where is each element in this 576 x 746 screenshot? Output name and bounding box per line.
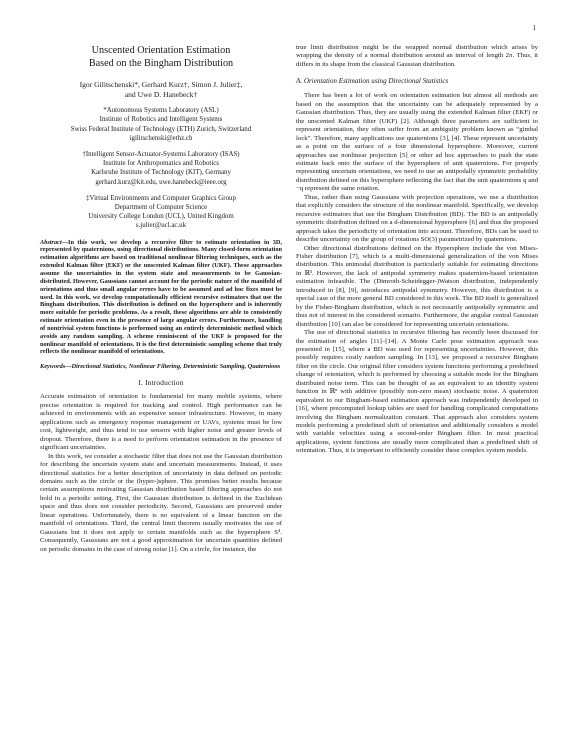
paper-title [40, 44, 282, 70]
affiliation-line: ‡Virtual Environments and Computer Graphics Group [86, 194, 236, 202]
affiliation-isas [40, 150, 282, 187]
affiliation-asl [40, 106, 282, 143]
author-list [40, 80, 282, 99]
title-line: Based on the Bingham Distribution [88, 58, 234, 69]
paragraph: Thus, rather than using Gaussians with projection operations, we use a distribution that explicitly considers the structure of the nonlinear manifold. Specifically, we develop recursive estimators that use the Bingham Distribution (BD). The BD is an antipodally symmetric distribution defined on a d-dimensional hypersphere [6] and thus the proposed approach takes the periodicity of orientation into account. Therefore, BDs can be used to describe uncertainty on the group of rotations SO(3) parametrized by quaternions. [296, 193, 538, 244]
keywords-text: —Directional Statistics, Nonlinear Filtering, Deterministic Sampling, Quaternions [65, 362, 281, 370]
affiliation-line: †Intelligent Sensor-Actuator-Systems Laboratory (ISAS) [82, 151, 240, 158]
title-line: Unscented Orientation Estimation [91, 45, 231, 56]
affiliation-line: *Autonomous Systems Laboratory (ASL) [103, 107, 219, 115]
affiliation-line: Department of Computer Science [114, 204, 208, 212]
abstract [40, 239, 282, 357]
abstract-label: Abstract [40, 238, 62, 246]
abstract-text: —In this work, we develop a recursive filter to estimate orientation in 3D, represented by quaternions, using directional distributions. Many closed-form orientation estimation algorithms are based on traditional nonlinear filtering techniques, such as the extended Kalman filter (EKF) or the unscented Kalman filter (UKF). These approaches assume the uncertainties in the system state and measurements to be Gaussian-distributed. However, Gaussians cannot account for the periodic nature of the manifold of orientations and thus small angular errors have to be assumed and ad hoc fixes must be used. In this work, we develop computationally efficient recursive estimators that use the Bingham distribution. This distribution is defined on the hypersphere and is inherently more suitable for periodic problems. As a result, these algorithms are able to consistently estimate orientation even in the presence of large angular errors. Furthermore, handling of nontrivial system functions is performed using an entirely deterministic method which avoids any random sampling. A scheme reminiscent of the UKF is proposed for the nonlinear manifold of orientations. It is the first deterministic sampling scheme that truly reflects the nonlinear manifold of orientations. [40, 238, 282, 356]
keywords [40, 363, 282, 371]
subsection-heading: A. Orientation Estimation using Directional Statistics [296, 77, 449, 86]
right-column [296, 44, 538, 456]
affiliation-ucl [40, 194, 282, 231]
paragraph: There has been a lot of work on orientation estimation but almost all methods are based on the assumption that the uncertainty can be adequately represented by a Gaussian distribution. Thus, they are usually using the extended Kalman filter (EKF) or the unscented Kalman filter (UKF) [2]. Although three parameters are sufficient to represent orientation, they often suffer from an ambiguity problem known as “gimbal lock”. Therefore, many applications use quaternions [3], [4]. These represent uncertainty as a point on the surface of a four dimensional hypersphere. Moreover, current approaches use nonlinear projection [5] or other ad hoc approaches to push the state estimate back onto the surface of the hypersphere of unit quaternions. For properly representing uncertain orientations, we need to use an antipodally symmetric probability distribution defined on this hypersphere reflecting the fact that the unit quaternions q and −q represent the same rotation. [296, 92, 538, 193]
affiliation-line: Swiss Federal Institute of Technology (ETH) Zurich, Switzerland [70, 125, 252, 133]
paragraph: Other directional distributions defined on the Hypersphere include the von Mises-Fisher distribution [7], which is a multi-dimensional generalization of the von Mises distribution. This unimodal distribution is particularly suitable for estimating directions in ℝ³. However, the lack of antipodal symmetry makes quaternion-based orientation estimation infeasible. The (Dimroth-Scheidegger-)Watson distribution, independently introduced in [8], [9], introduces antipodal symmetry. However, this distribution is a special case of the more general BD considered in this work. The BD itself is generalized by the Fisher-Bingham distribution, which is not necessarily antipodally symmetric and thus not of interest in the considered scenario. Furthermore, the angular central Gaussian distribution [10] can also be considered for representing uncertain orientations. [296, 244, 538, 328]
section-heading-introduction: I. Introduction [138, 378, 184, 388]
paragraph: In this work, we consider a stochastic filter that does not use the Gaussian distribution for describing the uncertain system state and uncertain measurements. Instead, it uses directional statistics for a better description of uncertainty in data defined on periodic domains such as the circle or the (hyper-)sphere. This promises better results because certain assumptions motivating Gaussian distribution based filtering approaches do not hold in a periodic setting. First, the Gaussian distribution is defined in the Euclidean space and thus does not consider periodicity. Second, Gaussians are preserved under linear operations. Unfortunately, there is no equivalent of a linear function on the manifold of orientations. Third, the central limit theorem usually motivates the use of Gaussians but it does not apply to certain manifolds such as the hypersphere S⁴. Consequently, Gaussians are not a good approximation for uncertain quantities defined on periodic domains in the case of strong noise [1]. On a circle, for instance, the [40, 452, 282, 553]
keywords-label: Keywords [40, 362, 66, 370]
paragraph: Accurate estimation of orientation is fundamental for many mobile systems, where precise orientation is required for tracking and control. High performance can be achieved in environments with an expensive sensor infrastructure. However, in many applications such as emergency response management or UAVs, systems must be low cost, lightweight, and thus tend to use sensors with higher noise and greater levels of dropout. Therefore, there is a need to perform orientation estimation in the presence of significant uncertainties. [40, 393, 282, 452]
paragraph-continuation: true limit distribution might be the wrapped normal distribution which arises by wrapping the density of a normal distribution around an interval of length 2π. Thus, it differs in its shape from the classical Gaussian distribution. [296, 44, 538, 68]
page-number: 1 [532, 24, 536, 32]
paragraph: The use of directional statistics in recursive filtering has recently been discussed for the estimation of angles [11]–[14]. A Monte Carlo pose estimation approach was presented in [15], where a BD was used for representing uncertainties. However, this possibly requires costly random sampling. In [13], we proposed a recursive Bingham filter on the circle. Our original filter considers system functions performing a predefined change of orientation, which is performed by choosing a suitable mode for the Bingham distributed noise term. This can be thought of as an equivalent to an identity system function in ℝⁿ with additive (possibly non-zero mean) stochastic noise. A quaternion equivalent to our Bingham-based estimation approach was independently developed in [16], where precomputed lookup tables are used for handling complicated computations involving the Bingham normalization constant. That approach also considers system models performing a predefined shift of orientation and additionally considers a model with variable velocities using a second-order Bingham filter. In most practical applications, system functions are usually more complicated than a predefined shift of orientation. Thus, it is important to efficiently consider these complex system models. [296, 329, 538, 455]
affiliation-line: University College London (UCL), United Kingdom [88, 213, 234, 221]
affiliation-email: igilitschenski@ethz.ch [129, 134, 193, 142]
affiliation-email: s.julier@ucl.ac.uk [135, 222, 187, 230]
left-column [40, 44, 282, 554]
affiliation-line: Karlsruhe Institute of Technology (KIT), Germany [91, 169, 231, 177]
author-line: Igor Gilitschenski*, Gerhard Kurz†, Simon J. Julier‡, [79, 80, 243, 89]
affiliation-email: gerhard.kurz@kit.edu, uwe.hanebeck@ieee.org [95, 178, 227, 186]
affiliation-line: Institute for Anthropomatics and Robotics [103, 160, 219, 168]
author-line: and Uwe D. Hanebeck† [124, 89, 198, 99]
affiliation-line: Institute of Robotics and Intelligent Systems [99, 116, 223, 124]
